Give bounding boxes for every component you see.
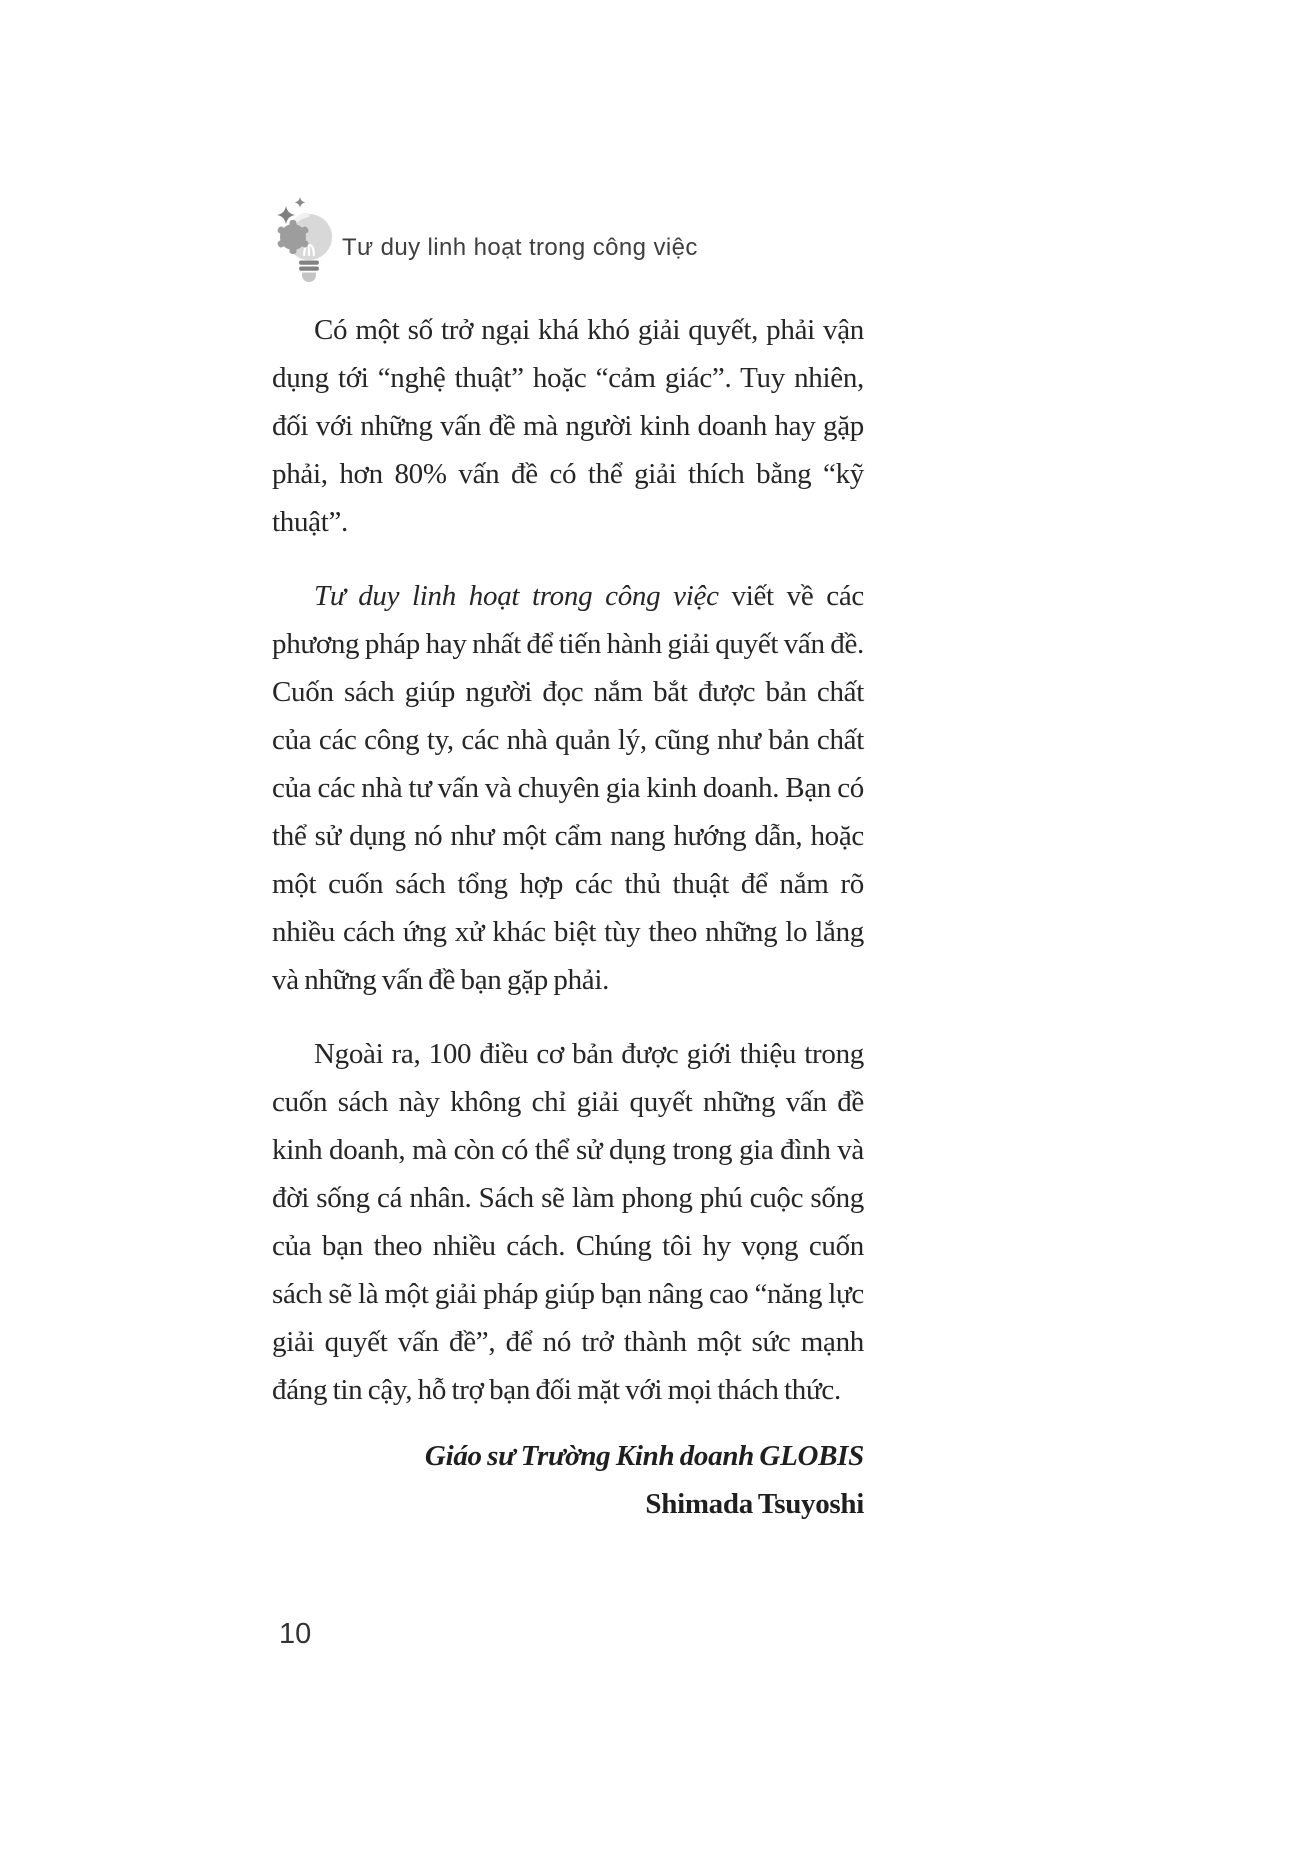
paragraph-3: Ngoài ra, 100 điều cơ bản được giới thiệu trong cuốn sách này không chỉ giải quyết những vấn đề kinh doanh, mà còn có thể sử dụng trong gia đình và đời sống cá nhân. Sách sẽ làm phong phú cuộc sống của bạn theo nhiều cách. Chúng tôi hy vọng cuốn sách sẽ là một giải pháp giúp bạn nâng cao “năng lực giải quyết vấn đề”, để nó trở thành một sức mạnh đáng tin cậy, hỗ trợ bạn đối mặt với mọi thách thức. <box>272 1038 864 1406</box>
paragraph-1: Có một số trở ngại khá khó giải quyết, phải vận dụng tới “nghệ thuật” hoặc “cảm giác”. Tuy nhiên, đối với những vấn đề mà người kinh doanh hay gặp phải, hơn 80% vấn đề có thể giải thích bằng “kỹ thuật”. <box>272 314 864 538</box>
signature-role: Giáo sư Trường Kinh doanh GLOBIS <box>424 1440 864 1472</box>
lightbulb-gear-sparkles-icon <box>268 194 334 284</box>
book-title-italic: Tư duy linh hoạt trong công việc <box>314 580 719 612</box>
signature-block <box>272 1432 864 1528</box>
paragraph-2 <box>272 572 864 1004</box>
running-head-title: Tư duy linh hoạt trong công việc <box>342 234 698 261</box>
signature-name: Shimada Tsuyoshi <box>645 1488 864 1520</box>
paragraph-2-rest: viết về các phương pháp hay nhất để tiến hành giải quyết vấn đề. Cuốn sách giúp người đọc nắm bắt được bản chất của các công ty, các nhà quản lý, cũng như bản chất của các nhà tư vấn và chuyên gia kinh doanh. Bạn có thể sử dụng nó như một cẩm nang hướng dẫn, hoặc một cuốn sách tổng hợp các thủ thuật để nắm rõ nhiều cách ứng xử khác biệt tùy theo những lo lắng và những vấn đề bạn gặp phải. <box>272 580 865 996</box>
page-header <box>268 194 888 286</box>
page-number: 10 <box>279 1618 312 1650</box>
text-column <box>272 306 864 1528</box>
